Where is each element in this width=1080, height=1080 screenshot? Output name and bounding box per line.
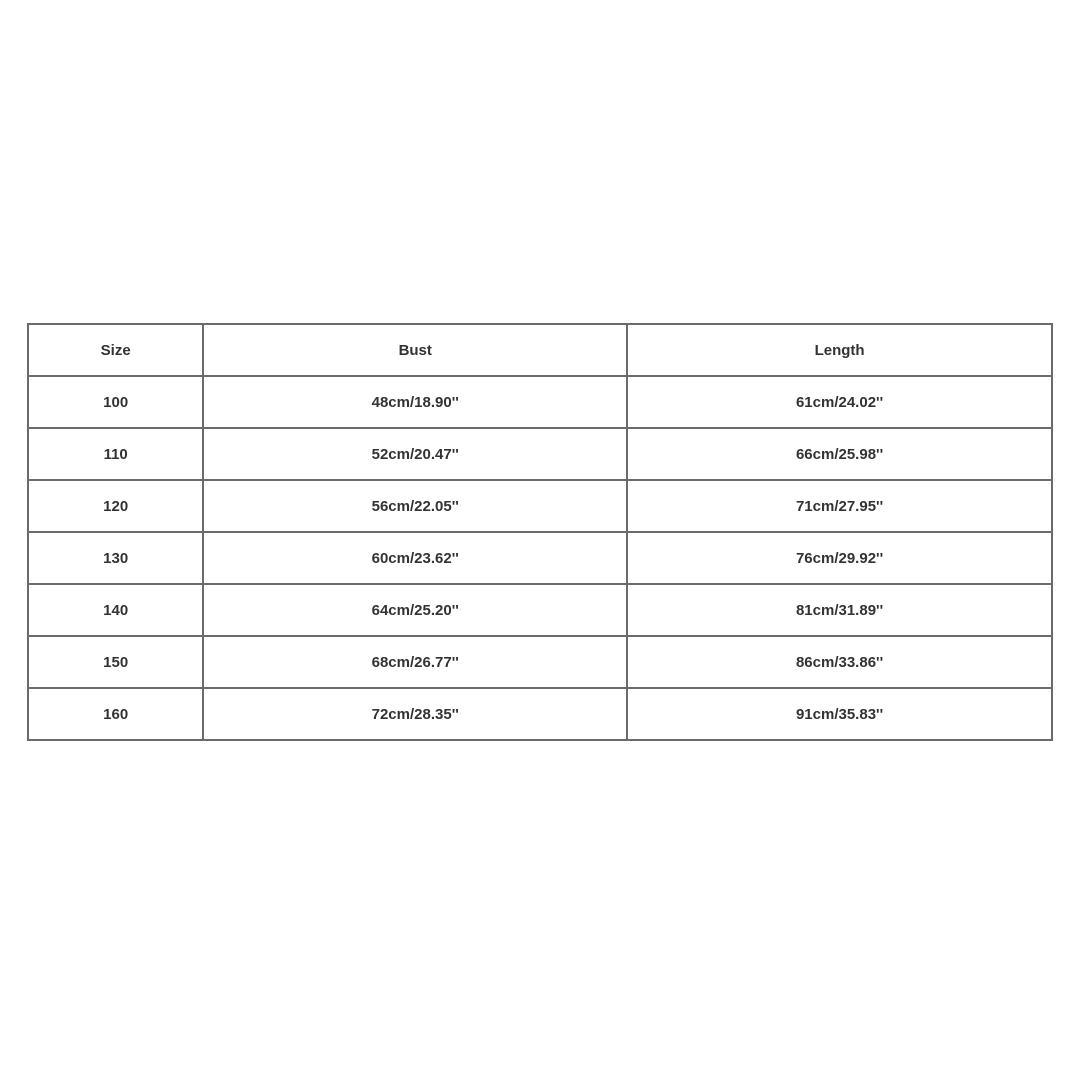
- table-row: [28, 376, 1052, 428]
- cell-length: 76cm/29.92'': [627, 532, 1052, 584]
- size-chart-table: [27, 323, 1053, 741]
- cell-size: 120: [28, 480, 203, 532]
- cell-size: 110: [28, 428, 203, 480]
- header-size: Size: [28, 324, 203, 376]
- cell-size: 140: [28, 584, 203, 636]
- header-bust: Bust: [203, 324, 627, 376]
- table-row: [28, 636, 1052, 688]
- cell-length: 81cm/31.89'': [627, 584, 1052, 636]
- cell-size: 100: [28, 376, 203, 428]
- cell-bust: 68cm/26.77'': [203, 636, 627, 688]
- table-row: [28, 688, 1052, 740]
- cell-length: 61cm/24.02'': [627, 376, 1052, 428]
- cell-length: 71cm/27.95'': [627, 480, 1052, 532]
- cell-bust: 48cm/18.90'': [203, 376, 627, 428]
- cell-length: 86cm/33.86'': [627, 636, 1052, 688]
- table-row: [28, 480, 1052, 532]
- cell-size: 150: [28, 636, 203, 688]
- cell-bust: 64cm/25.20'': [203, 584, 627, 636]
- cell-length: 66cm/25.98'': [627, 428, 1052, 480]
- cell-bust: 60cm/23.62'': [203, 532, 627, 584]
- table-row: [28, 428, 1052, 480]
- cell-bust: 72cm/28.35'': [203, 688, 627, 740]
- header-length: Length: [627, 324, 1052, 376]
- table-header-row: [28, 324, 1052, 376]
- cell-bust: 56cm/22.05'': [203, 480, 627, 532]
- table-row: [28, 532, 1052, 584]
- cell-size: 160: [28, 688, 203, 740]
- cell-bust: 52cm/20.47'': [203, 428, 627, 480]
- cell-length: 91cm/35.83'': [627, 688, 1052, 740]
- cell-size: 130: [28, 532, 203, 584]
- table-row: [28, 584, 1052, 636]
